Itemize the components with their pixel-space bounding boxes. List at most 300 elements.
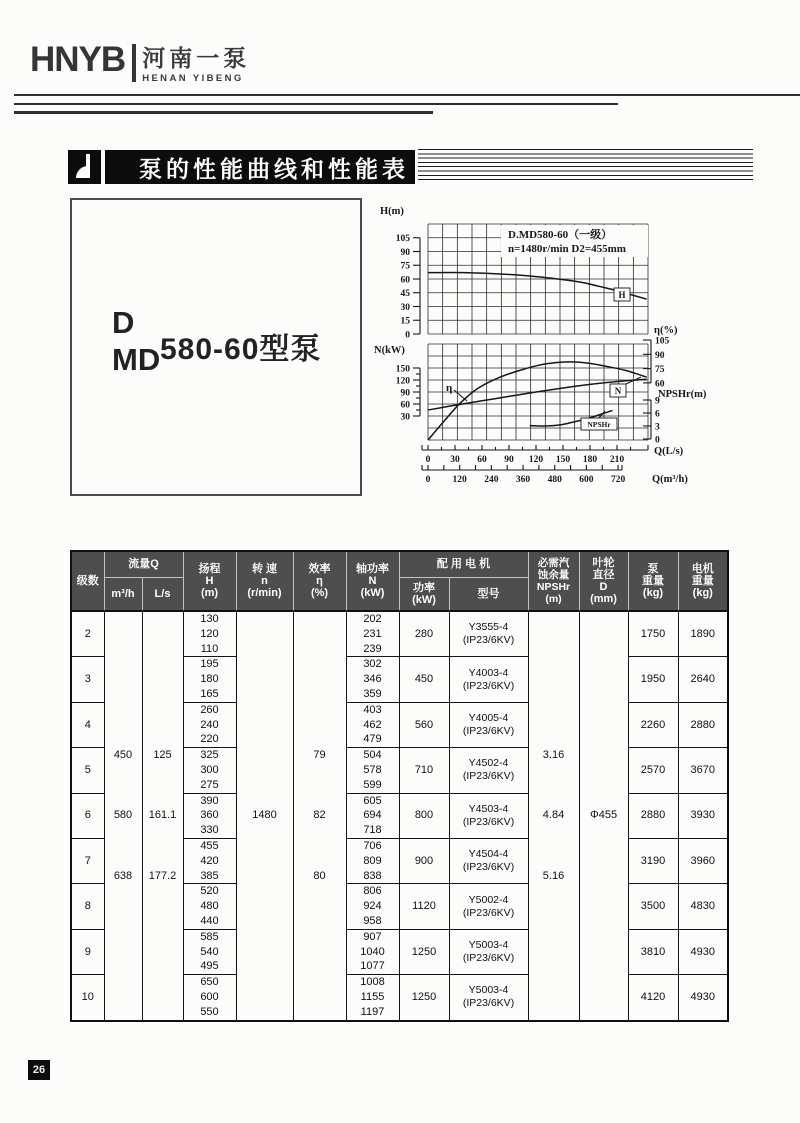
impeller-diameter-cell [579,611,628,627]
shaft-power-cell: 907 [346,929,399,944]
shaft-power-cell: 958 [346,914,399,929]
col-flow-m3h: m³/h [104,577,142,611]
svg-text:30: 30 [450,455,460,465]
flow-ls-cell [142,945,183,960]
impeller-diameter-cell [579,793,628,808]
svg-text:90: 90 [400,388,410,399]
pump-weight-cell: 3500 [628,884,678,929]
logo-acronym: HNYB [30,40,126,79]
shaft-power-cell: 403 [346,702,399,717]
shaft-power-cell: 1040 [346,945,399,960]
shaft-power-cell: 504 [346,748,399,763]
npshr-cell [528,899,579,914]
shaft-power-cell: 924 [346,899,399,914]
efficiency-cell [293,611,346,627]
page-number: 26 [32,1064,46,1076]
speed-cell [236,748,293,763]
flow-ls-cell [142,672,183,687]
n-axis-label: N(kW) [374,345,405,356]
svg-text:0: 0 [655,435,660,446]
impeller-diameter-cell [579,975,628,990]
flow-ls-cell [142,959,183,974]
head-cell: 495 [183,959,236,974]
npshr-cell [528,611,579,627]
flow-m3h-cell [104,718,142,733]
svg-text:480: 480 [547,475,562,485]
speed-cell [236,642,293,657]
svg-text:105: 105 [395,234,410,245]
impeller-diameter-cell [579,823,628,838]
stage-cell: 5 [71,748,104,793]
table-body [71,611,728,1021]
pump-model-box [70,198,362,496]
impeller-diameter-cell [579,899,628,914]
head-cell: 180 [183,672,236,687]
head-cell: 650 [183,975,236,990]
efficiency-cell [293,627,346,642]
motor-power-cell: 900 [399,838,449,883]
motor-power-cell: 280 [399,611,449,657]
npshr-cell: 3.16 [528,748,579,763]
svg-text:0: 0 [405,330,410,341]
col-flow-ls: L/s [142,577,183,611]
shaft-power-cell: 231 [346,627,399,642]
npshr-cell [528,975,579,990]
svg-text:30: 30 [400,412,410,423]
svg-text:75: 75 [400,261,410,272]
head-cell: 165 [183,687,236,702]
performance-table [70,550,729,1022]
flow-ls-cell [142,702,183,717]
header-rule-1 [14,94,800,96]
flow-ls-cell [142,763,183,778]
svg-text:120: 120 [395,376,410,387]
flow-ls-cell: 161.1 [142,808,183,823]
chart-title-line1: D.MD580-60（一级） [508,229,613,241]
head-cell: 220 [183,732,236,747]
impeller-diameter-cell [579,627,628,642]
svg-text:0: 0 [425,455,431,465]
npshr-cell [528,627,579,642]
speed-cell [236,945,293,960]
stage-cell: 2 [71,611,104,657]
svg-text:105: 105 [655,336,670,347]
speed-cell [236,1005,293,1021]
shaft-power-cell: 479 [346,732,399,747]
flow-m3h-cell [104,975,142,990]
speed-cell [236,763,293,778]
impeller-diameter-cell [579,718,628,733]
speed-cell [236,778,293,793]
shaft-power-cell: 578 [346,763,399,778]
impeller-diameter-cell [579,672,628,687]
shaft-power-cell: 239 [346,642,399,657]
motor-model-cell: Y4504-4 (IP23/6KV) [449,838,528,883]
pump-weight-cell: 1750 [628,611,678,657]
impeller-diameter-cell [579,778,628,793]
head-cell: 120 [183,627,236,642]
eta-curve-tag: η [446,382,453,394]
svg-text:120: 120 [452,475,467,485]
flow-ls-cell [142,627,183,642]
impeller-diameter-cell [579,687,628,702]
efficiency-cell [293,778,346,793]
svg-text:15: 15 [400,316,410,327]
npshr-axis-label: NPSHr(m) [658,389,707,400]
flow-m3h-cell [104,763,142,778]
flow-m3h-cell [104,732,142,747]
efficiency-cell [293,959,346,974]
stage-cell: 8 [71,884,104,929]
efficiency-cell [293,657,346,672]
flow-ls-cell [142,642,183,657]
motor-power-cell: 1120 [399,884,449,929]
motor-weight-cell: 2640 [678,657,728,702]
page-number-badge [28,1060,50,1080]
flow-m3h-cell [104,611,142,627]
npshr-cell [528,945,579,960]
flow-ls-cell [142,990,183,1005]
flow-m3h-cell [104,884,142,899]
stage-cell: 7 [71,838,104,883]
flow-m3h-cell: 450 [104,748,142,763]
table-row [71,748,728,763]
motor-weight-cell: 3930 [678,793,728,838]
flow-ls-cell [142,975,183,990]
logo-english-name: HENAN YIBENG [142,73,244,84]
efficiency-cell [293,732,346,747]
motor-weight-cell: 4930 [678,975,728,1021]
efficiency-cell [293,763,346,778]
npshr-cell: 5.16 [528,869,579,884]
speed-cell [236,793,293,808]
col-efficiency: 效率 η (%) [293,551,346,611]
npshr-cell [528,732,579,747]
speed-cell [236,914,293,929]
flow-m3h-cell: 580 [104,808,142,823]
table-row [71,975,728,990]
header-rule-3 [14,111,433,114]
head-cell: 275 [183,778,236,793]
table-row [71,838,728,853]
head-cell: 600 [183,990,236,1005]
table-header [71,551,728,611]
impeller-diameter-cell [579,929,628,944]
col-flow-group: 流量Q [104,551,183,577]
npshr-cell [528,854,579,869]
svg-text:60: 60 [400,275,410,286]
impeller-diameter-cell [579,869,628,884]
flow-m3h-cell [104,778,142,793]
col-head: 扬程 H (m) [183,551,236,611]
speed-cell [236,838,293,853]
head-cell: 585 [183,929,236,944]
shaft-power-cell: 462 [346,718,399,733]
efficiency-cell [293,1005,346,1021]
head-cell: 195 [183,657,236,672]
impeller-diameter-cell [579,657,628,672]
impeller-diameter-cell [579,642,628,657]
flow-ls-cell [142,929,183,944]
npshr-cell [528,838,579,853]
col-npshr: 必需汽 蚀余量 NPSHr (m) [528,551,579,611]
motor-model-cell: Y4003-4 (IP23/6KV) [449,657,528,702]
npshr-cell [528,884,579,899]
stage-cell: 10 [71,975,104,1021]
shaft-power-cell: 694 [346,808,399,823]
shaft-power-cell: 1155 [346,990,399,1005]
flow-m3h-cell [104,899,142,914]
flow-ls-cell [142,1005,183,1021]
svg-text:150: 150 [555,455,571,465]
efficiency-cell: 80 [293,869,346,884]
head-cell: 420 [183,854,236,869]
efficiency-cell: 79 [293,748,346,763]
flow-m3h-cell [104,929,142,944]
motor-weight-cell: 3960 [678,838,728,883]
section-banner [105,150,415,184]
svg-text:600: 600 [579,475,594,485]
head-cell: 440 [183,914,236,929]
speed-cell [236,959,293,974]
flow-m3h-cell [104,672,142,687]
npshr-cell [528,642,579,657]
motor-power-cell: 710 [399,748,449,793]
speed-cell [236,672,293,687]
svg-text:0: 0 [425,475,431,485]
flow-ls-cell [142,914,183,929]
shaft-power-cell: 806 [346,884,399,899]
shaft-power-cell: 359 [346,687,399,702]
flow-ls-cell [142,793,183,808]
shaft-power-cell: 605 [346,793,399,808]
efficiency-cell [293,718,346,733]
model-prefix-top: D [112,305,135,340]
flow-ls-cell [142,854,183,869]
head-cell: 130 [183,611,236,627]
shaft-power-cell: 718 [346,823,399,838]
flow-m3h-cell [104,854,142,869]
impeller-diameter-cell [579,763,628,778]
head-cell: 325 [183,748,236,763]
svg-text:9: 9 [655,396,660,407]
svg-text:60: 60 [400,400,410,411]
pump-weight-cell: 3190 [628,838,678,883]
efficiency-cell [293,945,346,960]
efficiency-cell [293,838,346,853]
speed-cell [236,687,293,702]
head-cell: 550 [183,1005,236,1021]
head-cell: 240 [183,718,236,733]
head-cell: 455 [183,838,236,853]
motor-power-cell: 450 [399,657,449,702]
shaft-power-cell: 202 [346,611,399,627]
impeller-diameter-cell: Φ455 [579,808,628,823]
pump-weight-cell: 2880 [628,793,678,838]
col-motor-group: 配 用 电 机 [399,551,528,577]
x2-axis-label: Q(m³/h) [652,474,688,485]
pump-weight-cell: 4120 [628,975,678,1021]
npshr-cell [528,793,579,808]
col-speed: 转 速 n (r/min) [236,551,293,611]
efficiency-cell [293,914,346,929]
motor-power-cell: 560 [399,702,449,747]
flow-m3h-cell: 638 [104,869,142,884]
model-name: 580-60型泵 [160,333,322,366]
logo-divider [132,44,136,82]
impeller-diameter-cell [579,884,628,899]
npshr-cell [528,1005,579,1021]
table-row [71,657,728,672]
npshr-cell [528,929,579,944]
banner-pinstripes [418,149,753,182]
svg-text:240: 240 [484,475,499,485]
motor-weight-cell: 4930 [678,929,728,974]
flow-ls-cell [142,884,183,899]
performance-chart [370,192,800,502]
impeller-diameter-cell [579,854,628,869]
pump-weight-cell: 2570 [628,748,678,793]
head-cell: 385 [183,869,236,884]
flow-ls-cell [142,718,183,733]
head-cell: 480 [183,899,236,914]
svg-text:120: 120 [528,455,544,465]
flow-ls-cell [142,838,183,853]
company-logo [30,40,250,84]
flow-ls-cell [142,732,183,747]
stage-cell: 3 [71,657,104,702]
motor-weight-cell: 4830 [678,884,728,929]
flow-m3h-cell [104,945,142,960]
motor-model-cell: Y4005-4 (IP23/6KV) [449,702,528,747]
impeller-diameter-cell [579,748,628,763]
flow-m3h-cell [104,990,142,1005]
speed-cell [236,884,293,899]
section-mark [68,150,101,184]
col-impeller: 叶轮 直径 D (mm) [579,551,628,611]
head-cell: 390 [183,793,236,808]
motor-model-cell: Y5003-4 (IP23/6KV) [449,975,528,1021]
npshr-cell [528,778,579,793]
motor-power-cell: 1250 [399,929,449,974]
flow-ls-cell [142,657,183,672]
head-cell: 520 [183,884,236,899]
npshr-curve-tag: NPSHr [587,420,611,429]
flow-m3h-cell [104,838,142,853]
flow-ls-cell [142,823,183,838]
npshr-cell [528,672,579,687]
efficiency-cell [293,899,346,914]
logo-chinese-name: 河南一泵 [142,45,251,71]
efficiency-cell [293,702,346,717]
pump-weight-cell: 1950 [628,657,678,702]
motor-power-cell: 800 [399,793,449,838]
flow-m3h-cell [104,687,142,702]
speed-cell [236,702,293,717]
flow-m3h-cell [104,914,142,929]
npshr-cell [528,914,579,929]
flow-m3h-cell [104,959,142,974]
flow-m3h-cell [104,1005,142,1021]
head-cell: 260 [183,702,236,717]
head-cell: 540 [183,945,236,960]
shaft-power-cell: 346 [346,672,399,687]
npshr-cell [528,823,579,838]
svg-text:60: 60 [477,455,487,465]
efficiency-cell [293,929,346,944]
efficiency-cell [293,687,346,702]
flow-m3h-cell [104,627,142,642]
speed-cell [236,869,293,884]
flow-ls-cell: 177.2 [142,869,183,884]
head-cell: 360 [183,808,236,823]
npshr-cell: 4.84 [528,808,579,823]
flow-ls-cell [142,687,183,702]
shaft-power-cell: 302 [346,657,399,672]
speed-cell: 1480 [236,808,293,823]
shaft-power-cell: 1008 [346,975,399,990]
svg-text:90: 90 [655,350,665,361]
svg-text:45: 45 [400,289,410,300]
efficiency-cell [293,642,346,657]
flow-m3h-cell [104,657,142,672]
svg-text:360: 360 [515,475,531,485]
col-stage: 级数 [71,551,104,611]
n-curve-tag: N [614,386,622,396]
pump-weight-cell: 2260 [628,702,678,747]
speed-cell [236,990,293,1005]
npshr-cell [528,763,579,778]
impeller-diameter-cell [579,959,628,974]
flow-ls-cell [142,899,183,914]
x1-axis-label: Q(L/s) [654,446,684,457]
head-cell: 110 [183,642,236,657]
motor-weight-cell: 2880 [678,702,728,747]
motor-model-cell: Y4502-4 (IP23/6KV) [449,748,528,793]
motor-model-cell: Y3555-4 (IP23/6KV) [449,611,528,657]
svg-text:30: 30 [400,302,410,313]
speed-cell [236,854,293,869]
motor-model-cell: Y4503-4 (IP23/6KV) [449,793,528,838]
npshr-cell [528,990,579,1005]
section-title: 泵的性能曲线和性能表 [139,155,409,182]
shaft-power-cell: 838 [346,869,399,884]
flow-ls-cell: 125 [142,748,183,763]
motor-power-cell: 1250 [399,975,449,1021]
table-row [71,702,728,717]
svg-text:6: 6 [655,409,660,420]
impeller-diameter-cell [579,702,628,717]
impeller-diameter-cell [579,990,628,1005]
head-cell: 330 [183,823,236,838]
eta-axis-label: η(%) [654,325,678,336]
efficiency-cell [293,884,346,899]
efficiency-cell [293,990,346,1005]
flow-ls-cell [142,611,183,627]
impeller-diameter-cell [579,945,628,960]
impeller-diameter-cell [579,1005,628,1021]
svg-text:75: 75 [655,365,665,376]
speed-cell [236,823,293,838]
table-row [71,929,728,944]
svg-text:210: 210 [609,455,625,465]
col-motor-kw: 功率 (kW) [399,577,449,611]
impeller-diameter-cell [579,838,628,853]
npshr-cell [528,718,579,733]
efficiency-cell: 82 [293,808,346,823]
col-pump-weight: 泵 重量 (kg) [628,551,678,611]
col-shaft-power: 轴功率 N (kW) [346,551,399,611]
